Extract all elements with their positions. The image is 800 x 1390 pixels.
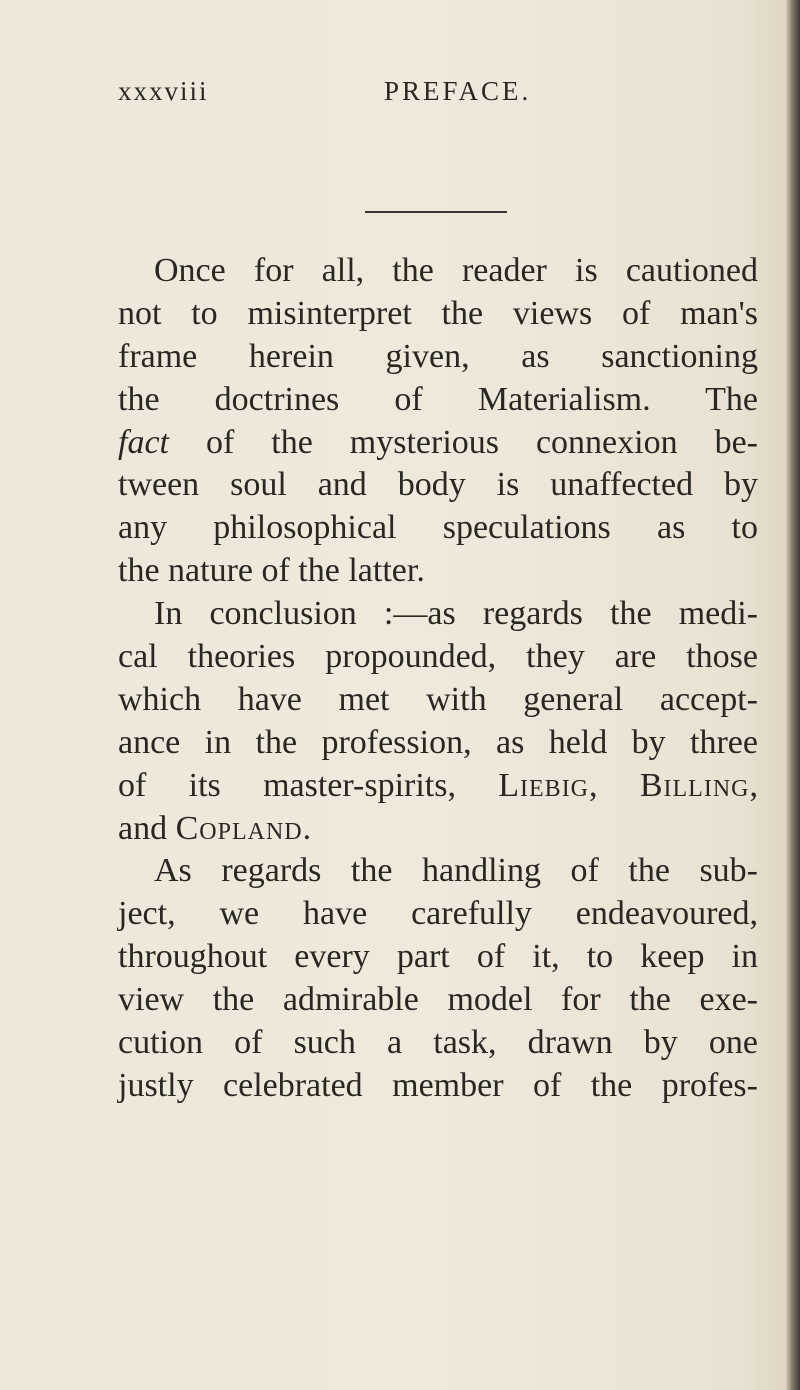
- body-text: [118, 250, 758, 1108]
- italic-word: fact: [118, 423, 169, 461]
- text-line: In conclusion :—as regards the medi-: [154, 595, 758, 633]
- small-caps-name: Copland: [175, 809, 303, 847]
- running-head: [118, 76, 678, 116]
- text-line: ance in the profession, as held by three: [118, 723, 758, 761]
- text-line: justly celebrated member of the profes-: [118, 1066, 758, 1104]
- text-line: frame herein given, as sanctioning: [118, 337, 758, 375]
- text-line: As regards the handling of the sub-: [154, 852, 758, 890]
- text-line: of its master-spirits, Liebig, Billing,: [118, 766, 758, 804]
- text-line: any philosophical speculations as to: [118, 509, 758, 547]
- running-head-title: PREFACE.: [384, 76, 532, 106]
- text-line: throughout every part of it, to keep in: [118, 938, 758, 976]
- text-line: not to misinterpret the views of man's: [118, 294, 758, 332]
- text-line: which have met with general accept-: [118, 680, 758, 718]
- section-rule: [365, 211, 507, 213]
- text-line: tween soul and body is unaffected by: [118, 466, 758, 504]
- small-caps-name: Liebig: [498, 766, 590, 804]
- text-line: cution of such a task, drawn by one: [118, 1024, 758, 1062]
- text-line: and Copland.: [118, 809, 312, 847]
- page-number: xxxviii: [118, 76, 209, 106]
- text-line: Once for all, the reader is cautioned: [154, 252, 758, 289]
- text-line: cal theories propounded, they are those: [118, 638, 758, 676]
- small-caps-name: Billing: [639, 766, 750, 804]
- text-line: view the admirable model for the exe-: [118, 981, 758, 1019]
- book-gutter-edge: [786, 0, 800, 1390]
- text-line: the nature of the latter.: [118, 552, 425, 590]
- text-line: fact of the mysterious connexion be-: [118, 423, 758, 461]
- text-line: the doctrines of Materialism. The: [118, 380, 758, 418]
- text-line: ject, we have carefully endeavoured,: [118, 895, 758, 933]
